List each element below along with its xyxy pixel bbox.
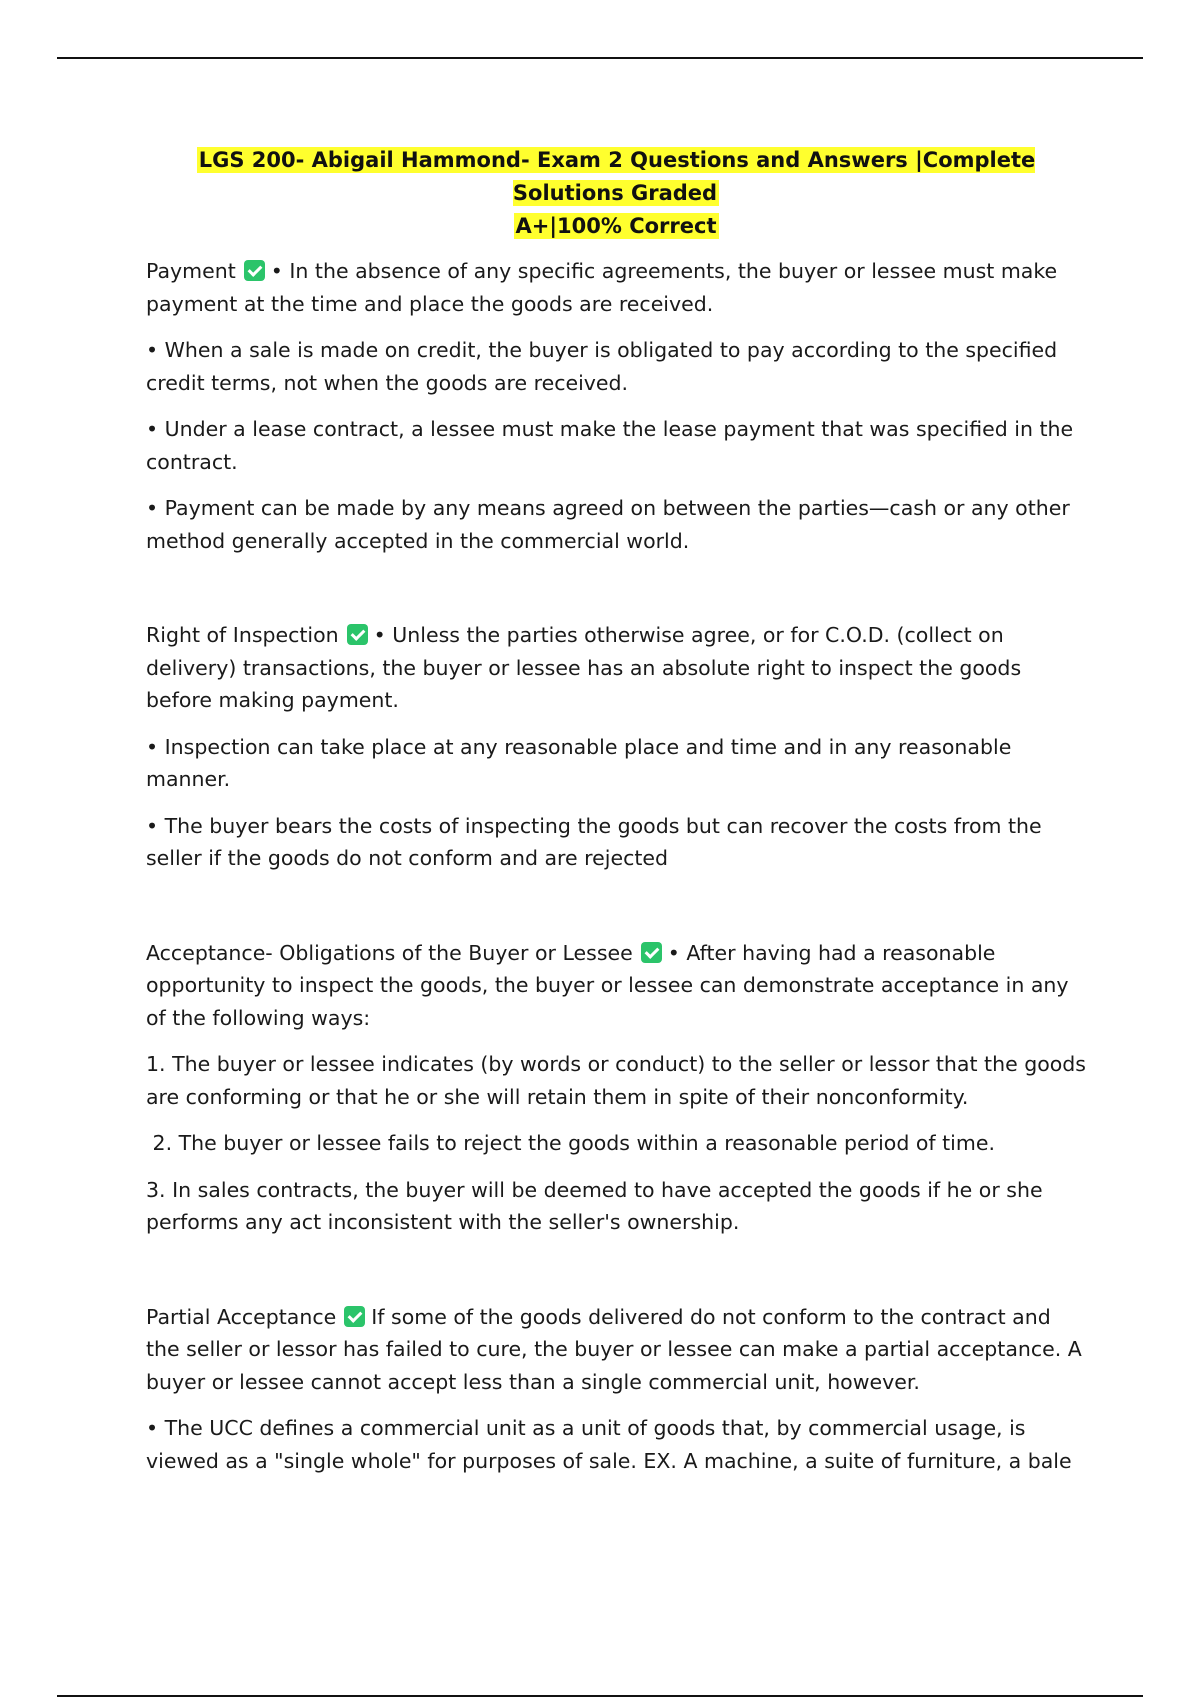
term-definition: • In the absence of any specific agreements, the buyer or lessee must make payment at the time and place the goods are received. [146,259,1058,316]
term-definition: If some of the goods delivered do not conform to the contract and the seller or lessor has failed to cure, the buyer or lessee can make a partial acceptance. A buyer or lessee cannot accept less than a single commercial unit, however. [146,1304,1082,1394]
answer-paragraph: 2. The buyer or lessee fails to reject the goods within a reasonable period of time. [146,1131,995,1155]
answer-paragraph: 1. The buyer or lessee indicates (by words or conduct) to the seller or lessor that the goods are conforming or that he or she will retain them in spite of their nonconformity. [146,1052,1086,1109]
answer-paragraph: • When a sale is made on credit, the buyer is obligated to pay according to the specified credit terms, not when the goods are received. [146,338,1058,395]
term-definition: • After having had a reasonable opportunity to inspect the goods, the buyer or lessee can demonstrate acceptance in any of the following ways: [146,940,1069,1030]
document-title [146,144,1086,243]
answer-paragraph: • Under a lease contract, a lessee must make the lease payment that was specified in the contract. [146,417,1074,474]
answer-paragraph: • The UCC defines a commercial unit as a unit of goods that, by commercial usage, is viewed as a "single whole" for purposes of sale. EX. A machine, a suite of furniture, a bale [146,1416,1072,1473]
term-label: Acceptance- Obligations of the Buyer or Lessee [146,940,633,965]
qa-section-acceptance [146,937,1086,1239]
term-label: Right of Inspection [146,623,339,647]
qa-section-payment [146,255,1086,557]
checkmark-icon [344,1306,365,1327]
document-page [146,144,1086,1491]
section-spacer [146,1253,1086,1301]
term-label: Payment [146,259,236,283]
answer-paragraph: • Inspection can take place at any reasonable place and time and in any reasonable manner. [146,734,1012,791]
bottom-rule [57,1695,1143,1697]
top-rule [57,57,1143,59]
qa-term-paragraph [146,619,1086,717]
qa-section-right-of-inspection [146,619,1086,875]
qa-term-paragraph [146,255,1086,320]
title-line-1: LGS 200- Abigail Hammond- Exam 2 Questions and Answers |Complete Solutions Graded [198,148,1036,205]
answer-paragraph: • Payment can be made by any means agreed on between the parties—cash or any other method generally accepted in the commercial world. [146,496,1070,553]
section-spacer [146,571,1086,619]
checkmark-icon [347,624,368,645]
title-line-2: A+|100% Correct [515,214,717,238]
qa-term-paragraph [146,937,1086,1035]
term-definition: • Unless the parties otherwise agree, or for C.O.D. (collect on delivery) transactions, the buyer or lessee has an absolute right to inspect the goods before making payment. [146,623,1022,712]
qa-term-paragraph [146,1301,1086,1399]
checkmark-icon [641,942,662,963]
answer-paragraph: 3. In sales contracts, the buyer will be deemed to have accepted the goods if he or she performs any act inconsistent with the seller's ownership. [146,1177,1043,1234]
answer-paragraph: • The buyer bears the costs of inspecting the goods but can recover the costs from the seller if the goods do not conform and are rejected [146,813,1042,870]
checkmark-icon [244,260,265,281]
section-spacer [146,889,1086,937]
qa-section-partial-acceptance [146,1301,1086,1478]
term-label: Partial Acceptance [146,1304,337,1329]
